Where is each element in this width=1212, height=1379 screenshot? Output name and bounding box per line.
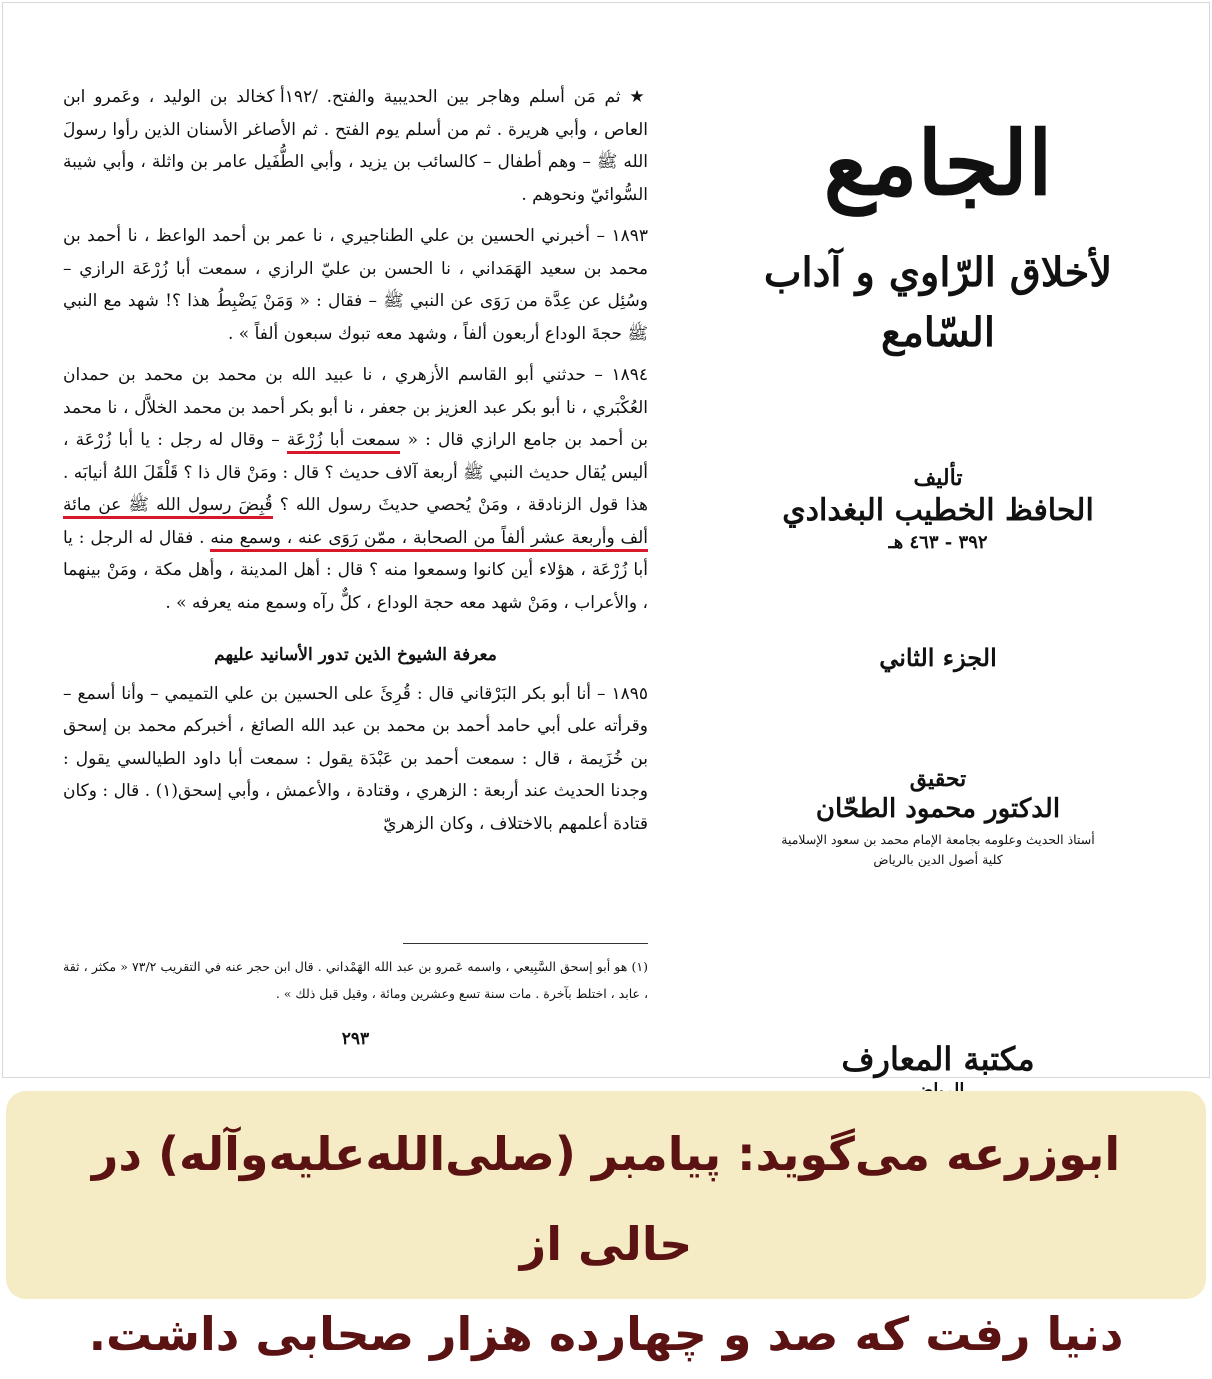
volume-label: الجزء الثاني [879, 643, 997, 672]
footnote-divider [403, 943, 648, 944]
underlined-phrase-abu-zurah: سمعت أبا زُرْعَة [287, 430, 401, 454]
author-label: تأليف [913, 465, 963, 491]
main-text-column [63, 81, 648, 849]
page-number: ٢٩٣ [341, 1029, 370, 1049]
section-heading: معرفة الشيوخ الذين تدور الأسانيد عليهم [214, 645, 497, 665]
book-scan [2, 2, 1210, 1078]
editor-label: تحقيق [909, 766, 967, 792]
footnote: (١) هو أبو إسحق السَّبِيعي ، واسمه عَمرو بن عبد الله الهَمْداني . قال ابن حجر عنه في التقريب ٧٣/٢ « مكثر ، ثقة ، عابد ، اختلط بآخرة . مات سنة تسع وعشرين ومائة ، وقيل قبل ذلك » . [63, 959, 648, 1001]
book-title: الجامع [823, 111, 1053, 215]
paragraph-1895: ١٨٩٥ – أنا أبو بكر البَرْقاني قال : قُرِئَ على الحسين بن علي التميمي – وأنا أسمع – وقرأته على أبي حامد أحمد بن محمد بن عبد الله الصائغ ، أخبركم محمد بن إسحق بن خُزَيمة ، قال : سمعت أحمد بن عَبْدَة يقول : سمعت أبا داود الطيالسي يقول : وجدنا الحديث عند أربعة : الزهري ، وقتادة ، والأعمش ، وأبي إسحق(١) . قال : وكان قتادة أعلمهم بالاختلاف ، وكان الزهريّ [63, 683, 648, 834]
underlined-phrase-companions: قُبِضَ رسول الله ﷺ عن مائة ألف وأربعة عشر ألفاً من الصحابة ، ممّن رَوَى عنه ، وسمع منه [63, 495, 648, 552]
paragraph-1893: ١٨٩٣ – أخبرني الحسين بن علي الطناجيري ، نا عمر بن أحمد الواعظ ، نا أحمد بن محمد بن سعيد الهَمَداني ، نا الحسن بن عليّ الرازي ، سمعت أبا زُرْعَة الرازي – وسُئِل عن عِدَّة من رَوَى عن النبي ﷺ – فقال : « وَمَنْ يَضْبِطُ هذا ؟! شهد مع النبي ﷺ حجةَ الوداع أربعون ألفاً ، وشهد معه تبوك سبعون ألفاً » . [63, 226, 648, 344]
paragraph-1894 [63, 359, 648, 619]
editor-role [703, 830, 1173, 870]
paragraph-1894-part-c: . فقال له الرجل : يا أبا زُرْعَة ، هؤلاء أين كانوا وسمعوا منه ؟ قال : أهل المدينة ، وأهل مكة ، ومَنْ بينهما ، والأعراب ، ومَنْ شهد معه حجة الوداع ، كلٌّ رآه وسمع منه يعرفه » . [63, 527, 648, 613]
paragraph-intro: ★ ثم مَن أسلم وهاجر بين الحديبية والفتح. /١٩٢أ كخالد بن الوليد ، وعَمرو ابن العاص ، وأبي هريرة . ثم من أسلم يوم الفتح . ثم الأصاغر الأسنان الذين رأوا رسولَ الله ﷺ – وهم أطفال – كالسائب بن يزيد ، وأبي الطُّفَيل عامر بن واثلة ، وأبي شيبة السُّوائيّ ونحوهم . [63, 87, 648, 205]
paragraph-1894-part-a: ١٨٩٤ – حدثني أبو القاسم الأزهري ، نا عبيد الله بن محمد بن محمد بن حمدان العُكْبَري ، نا أبو بكر عبد العزيز بن جعفر ، نا أبو بكر أحمد بن محمد الخلاَّل ، نا محمد بن أحمد بن جامع الرازي قال : « [63, 365, 649, 450]
paragraph-1894-part-b: – وقال له رجل : يا أبا زُرْعَة ، أليس يُقال حديث النبي ﷺ أربعة آلاف حديث ؟ قال : ومَنْ قال ذا ؟ قَلْقَلَ اللهُ أنيابَه . هذا قول الزنادقة ، ومَنْ يُحصي حديثَ رسول الله ؟ [63, 430, 648, 515]
caption-line-1: ابوزرعه می‌گوید: پیامبر (صلی‌الله‌علیه‌وآله) در حالی از [91, 1127, 1121, 1271]
editor-name: الدكتور محمود الطحّان [815, 794, 1061, 824]
publisher-name: مكتبة المعارف [841, 1040, 1035, 1078]
editor-role-line-2: كلية أصول الدين بالرياض [873, 852, 1003, 867]
author-dates: ٣٩٢ - ٤٦٣ هـ [888, 532, 988, 553]
caption-box [6, 1091, 1206, 1361]
book-subtitle: لأخلاق الرّاوي و آداب السّامع [763, 249, 1113, 356]
editor-role-line-1: أستاذ الحديث وعلومه بجامعة الإمام محمد بن سعود الإسلامية [781, 832, 1095, 847]
author-name: الحافظ الخطيب البغدادي [782, 493, 1094, 528]
title-page [703, 73, 1173, 1101]
caption-line-2: دنیا رفت که صد و چهارده هزار صحابی داشت. [88, 1307, 1124, 1361]
